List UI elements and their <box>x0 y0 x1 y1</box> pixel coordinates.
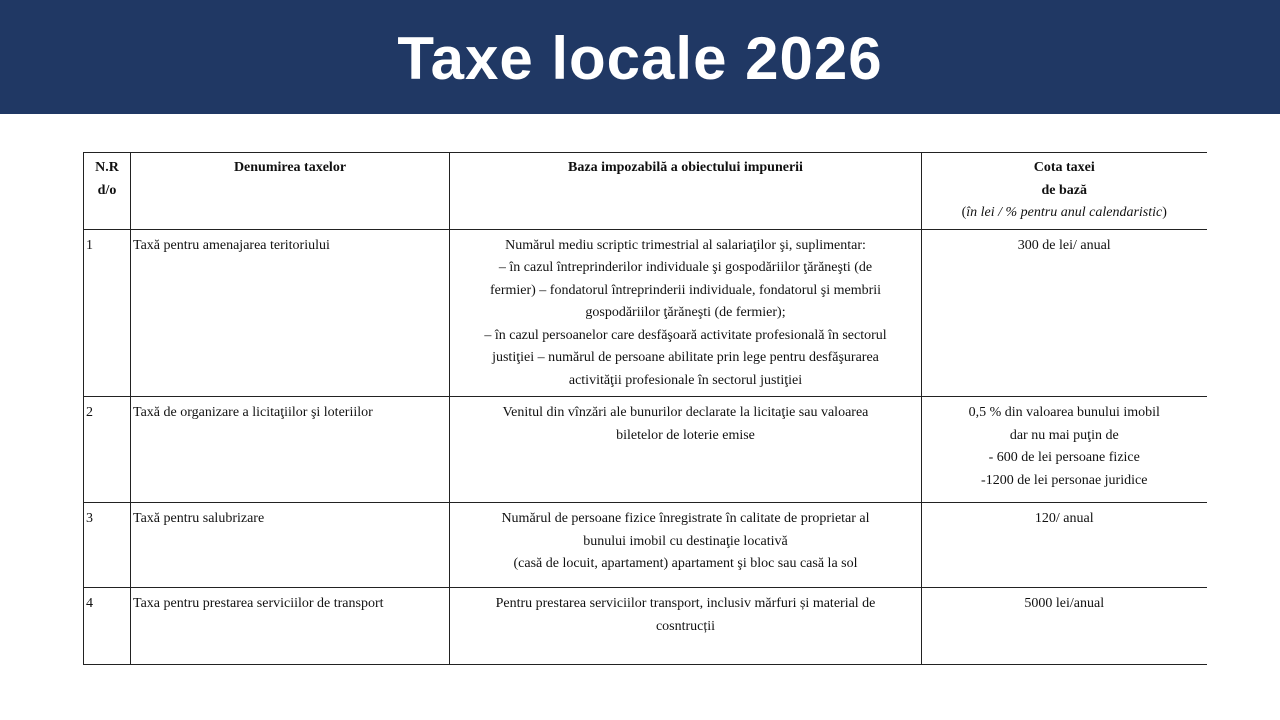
tax-base-line: cosntrucții <box>655 618 716 634</box>
row-number: 3 <box>84 503 131 588</box>
tax-rate <box>922 397 1207 503</box>
tax-rate-line: 120/ anual <box>1034 511 1094 526</box>
header-rate-note: (în lei / % pentru anul calendaristic) <box>961 205 1167 220</box>
local-taxes-table <box>83 152 1207 665</box>
tax-base <box>450 397 922 503</box>
tax-rate-line: - 600 de lei persoane fizice <box>988 450 1140 465</box>
tax-base-line: (casă de locuit, apartament) apartament şi bloc sau casă la sol <box>513 556 858 571</box>
header-nr <box>84 153 131 230</box>
tax-base-line: bunului imobil cu destinaţie locativă <box>583 533 788 549</box>
tax-base-line: Numărul de persoane fizice înregistrate în calitate de proprietar al <box>501 511 870 526</box>
tax-rate <box>922 229 1207 397</box>
row-number: 4 <box>84 588 131 665</box>
tax-base-line: justiţiei – numărul de persoane abilitate prin lege pentru desfăşurarea <box>492 350 879 365</box>
tax-base <box>450 588 922 665</box>
tax-base-line: biletelor de loterie emise <box>616 427 755 443</box>
header-rate-line: de bază <box>1041 182 1087 198</box>
tax-base <box>450 503 922 588</box>
tax-rate-line: 300 de lei/ anual <box>1017 237 1111 253</box>
page-title: Taxe locale 2026 <box>397 24 883 92</box>
row-number: 1 <box>84 229 131 397</box>
tax-name: Taxă pentru salubrizare <box>131 503 450 588</box>
tax-base-line: Pentru prestarea serviciilor transport, inclusiv mărfuri și material de <box>495 596 876 611</box>
header-rate <box>922 153 1207 230</box>
row-number: 2 <box>84 397 131 503</box>
table-row <box>84 229 1207 397</box>
header-nr-line: N.R <box>95 160 119 175</box>
header-rate-line: Cota taxei <box>1033 160 1095 175</box>
tax-rate <box>922 503 1207 588</box>
header-nr-line: d/o <box>97 182 117 198</box>
tax-base-line: activităţii profesionale în sectorul justiţiei <box>568 372 803 388</box>
tax-name: Taxa pentru prestarea serviciilor de transport <box>131 588 450 665</box>
tax-base-line: – în cazul persoanelor care desfăşoară activitate profesională în sectorul <box>484 327 887 343</box>
title-bar <box>0 0 1280 114</box>
tax-rate-line: dar nu mai puţin de <box>1009 427 1119 443</box>
tax-base-line: Numărul mediu scriptic trimestrial al salariaţilor şi, suplimentar: <box>505 237 866 253</box>
tax-name: Taxă de organizare a licitaţiilor şi loteriilor <box>131 397 450 503</box>
tax-base-line: fermier) – fondatorul întreprinderii individuale, fondatorul şi membrii <box>489 282 882 298</box>
table-row <box>84 503 1207 588</box>
header-base: Baza impozabilă a obiectului impunerii <box>450 153 922 230</box>
tax-rate-line: 0,5 % din valoarea bunului imobil <box>968 405 1160 420</box>
tax-rate <box>922 588 1207 665</box>
tax-rate-line: 5000 lei/anual <box>1024 596 1105 611</box>
tax-base-line: Venitul din vînzări ale bunurilor declarate la licitaţie sau valoarea <box>502 405 869 420</box>
tax-base-line: gospodăriilor ţărăneşti (de fermier); <box>585 305 786 320</box>
table-row <box>84 588 1207 665</box>
header-name: Denumirea taxelor <box>131 153 450 230</box>
tax-base-line: – în cazul întreprinderilor individuale şi gospodăriilor ţărăneşti (de <box>498 260 873 275</box>
tax-name: Taxă pentru amenajarea teritoriului <box>131 229 450 397</box>
table-row <box>84 397 1207 503</box>
table-header-row <box>84 153 1207 230</box>
tax-rate-line: -1200 de lei personae juridice <box>981 472 1148 488</box>
tax-base <box>450 229 922 397</box>
